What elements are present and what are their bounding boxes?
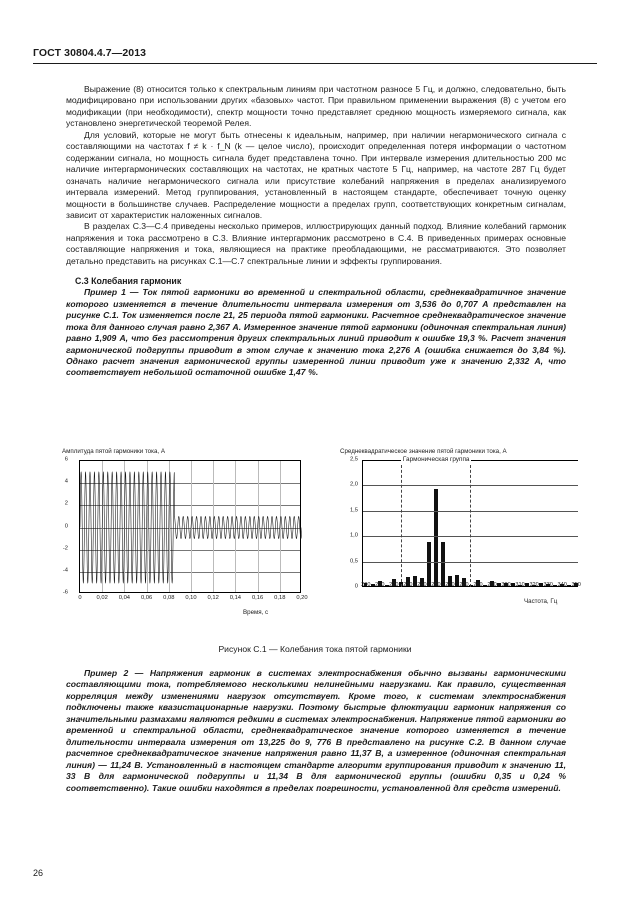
y-axis-tick-label: 2,0 — [349, 481, 358, 488]
chart-spectrum-xlabel: Частота, Гц — [524, 598, 558, 605]
y-axis-tick-label: -6 — [62, 589, 68, 596]
body-text-column — [66, 84, 566, 379]
waveform-trace — [80, 461, 302, 594]
header-rule — [33, 63, 597, 64]
x-axis-tick-label: 0 — [78, 595, 82, 601]
x-axis-tick-label: 0,02 — [96, 595, 108, 601]
y-axis-tick-label: -2 — [62, 545, 68, 552]
example-2-paragraph: Пример 2 — Напряжения гармоник в системах электроснабжения обычно вызваны гармоническими составляющими тока, потребляемого несколькими нелинейными нагрузками. Как правило, существенная корреляция между изменениями нагрузок отсутствует. Кроме того, к системам электроснабжения подключены также квазистационарные нагрузки. Поэтому быстрые флюктуации гармоник напряжения со значительными размахами являются редкими в системах электроснабжения. Напряжение пятой гармоники во временной и спектральной области, среднеквадратическое значение которого изменяется в течение длительности интервала измерения от 13,225 до 9, 776 В представлено на рисунке С.2. В данном случае расчетное среднеквадратическое значение напряжения равно 11,37 В, а измеренное (одиночная спектральная линия) — 11,24 В. Установленный в настоящем стандарте алгоритм группирования приводит к значению 11, 33 В для гармонической подгруппы и 11,34 В для гармонической группы (ошибки 0,35 и 0,24 % соответственно). Такие ошибки находятся в пределах погрешности, установленной для средств измерений. — [66, 668, 566, 793]
y-axis-tick-label: 4 — [64, 478, 68, 485]
paragraph-1: Выражение (8) относится только к спектральным линиям при частотном разносе 5 Гц, и должно, следовательно, быть модифицировано при использовании других «базовых» частот. При правильном применении выражения (8) с учетом его модификации (при необходимости), спектр мощности точно представляет среднюю мощность измеряемого сигнала, как установлено энергетической теоремой Релея. — [66, 84, 566, 129]
chart-time-domain-xlabel: Время, с — [243, 609, 269, 616]
x-axis-tick-label: 220 — [389, 582, 399, 588]
section-heading-c3: С.3 Колебания гармоник — [75, 276, 182, 287]
x-axis-tick-label: 260 — [445, 582, 455, 588]
x-axis-tick-label: 0,16 — [251, 595, 264, 601]
chart-spectrum — [338, 448, 588, 630]
chart-time-domain-title: Амплитуда пятой гармоники тока, А — [62, 448, 165, 455]
y-axis-tick-label: 0 — [64, 523, 68, 529]
x-axis-tick-label: 0,10 — [185, 595, 197, 601]
x-axis-tick-label: 300 — [501, 582, 511, 588]
x-axis-tick-label: 0,20 — [296, 595, 308, 601]
harmonic-group-annotation: Гармоническая группа — [402, 456, 470, 463]
page-header-standard-number: ГОСТ 30804.4.7—2013 — [33, 47, 147, 59]
x-axis-tick-label: 0,06 — [140, 595, 153, 601]
x-axis-tick-label: 0,12 — [207, 595, 219, 601]
x-axis-tick-label: 0,18 — [274, 595, 286, 601]
x-axis-tick-label: 280 — [473, 582, 483, 588]
y-axis-tick-label: 0 — [354, 583, 358, 590]
x-axis-tick-label: 290 — [487, 582, 497, 588]
x-axis-tick-label: 350 — [571, 582, 581, 588]
chart-spectrum-plot — [362, 460, 578, 587]
harmonic-group-box — [401, 460, 471, 587]
x-axis-tick-label: 0,04 — [118, 595, 131, 601]
chart-time-domain-plot — [79, 460, 301, 593]
x-axis-tick-label: 310 — [515, 582, 525, 588]
page-number: 26 — [33, 868, 44, 878]
figure-caption: Рисунок С.1 — Колебания тока пятой гармоники — [218, 644, 412, 654]
y-axis-tick-label: 2 — [64, 500, 68, 507]
x-axis-tick-label: 0,08 — [163, 595, 175, 601]
chart-time-domain — [57, 448, 317, 630]
x-axis-tick-label: 320 — [529, 582, 539, 588]
y-axis-tick-label: -4 — [62, 567, 68, 574]
x-axis-tick-label: 250 — [431, 582, 441, 588]
x-axis-tick-label: 330 — [543, 582, 553, 588]
chart-spectrum-title: Среднеквадратическое значение пятой гармоники тока, А — [340, 448, 507, 455]
paragraph-3: В разделах С.3—С.4 приведены несколько примеров, иллюстрирующих данный подход. Влияние колебаний гармоник напряжения и тока рассмотрено в С.3. Влияние интергармоник рассмотрено в С.4. В приведенных примерах основные составляющие напряжения и тока, являющиеся на практике преобладающими, не рассматриваются. Это позволяет детально представить на рисунках С.1—С.7 спектральные линии и эффекты группирования. — [66, 221, 566, 266]
y-axis-tick-label: 2,5 — [349, 456, 358, 463]
x-axis-tick-label: 0,14 — [229, 595, 242, 601]
y-axis-tick-label: 6 — [64, 456, 68, 463]
example-1-paragraph: Пример 1 — Ток пятой гармоники во временной и спектральной области, среднеквадратичное значение которого изменяется в течение длительности интервала измерения от 3,536 до 0,707 А представлен на рисунке С.1. Ток изменяется после 21, 25 периода пятой гармоники. Расчетное среднеквадратическое значение тока для данного случая равно 2,367 А. Измеренное значение пятой гармоники (одиночная спектральная линия) равно 1,909 А, что без рассмотрения других спектральных линий приводит к ошибке 19,3 %. Расчет значения гармонической подгруппы приводит в этом случае к значению тока 2,276 А (ошибка снижается до 3,84 %). Однако расчет значения гармонической группы измеренной линии приводит уже к значению 2,332 А, что соответствует небольшой остаточной ошибке 1,47 %. — [66, 287, 566, 378]
paragraph-2: Для условий, которые не могут быть отнесены к идеальным, например, при наличии негармонического сигнала с составляющими на частотах f ≠ k · f_N (k — целое число), происходит определенная потеря информации о частотном содержании сигнала, но мощность сигнала будет представлена точно. При интервале измерения длительностью 200 мс наличие интергармонических составляющих на частотах, не кратных частоте 5 Гц, например, на частоте 287 Гц будет означать наличие негармонического сигнала или присутствие колебаний напряжения в пределах анализируемого интервала измерений. Метод группирования, установленный в настоящем стандарте, обеспечивает точную оценку мощности в большинстве случаев. Распределение мощности а пределах групп, соответствующих конкретным сигналам, зависит от характеристик наложенных сигналов. — [66, 129, 566, 220]
y-axis-tick-label: 1,5 — [349, 507, 358, 514]
figure-c1 — [50, 448, 590, 630]
x-axis-tick-label: 230 — [403, 582, 413, 588]
y-axis-tick-label: 0,5 — [349, 558, 358, 565]
y-axis-tick-label: 1,0 — [349, 532, 358, 539]
x-axis-tick-label: 200 — [361, 582, 371, 588]
x-axis-tick-label: 240 — [417, 582, 427, 588]
x-axis-tick-label: 270 — [459, 582, 469, 588]
x-axis-tick-label: 340 — [557, 582, 567, 588]
body-text-column-lower — [66, 668, 566, 794]
x-axis-tick-label: 210 — [375, 582, 385, 588]
